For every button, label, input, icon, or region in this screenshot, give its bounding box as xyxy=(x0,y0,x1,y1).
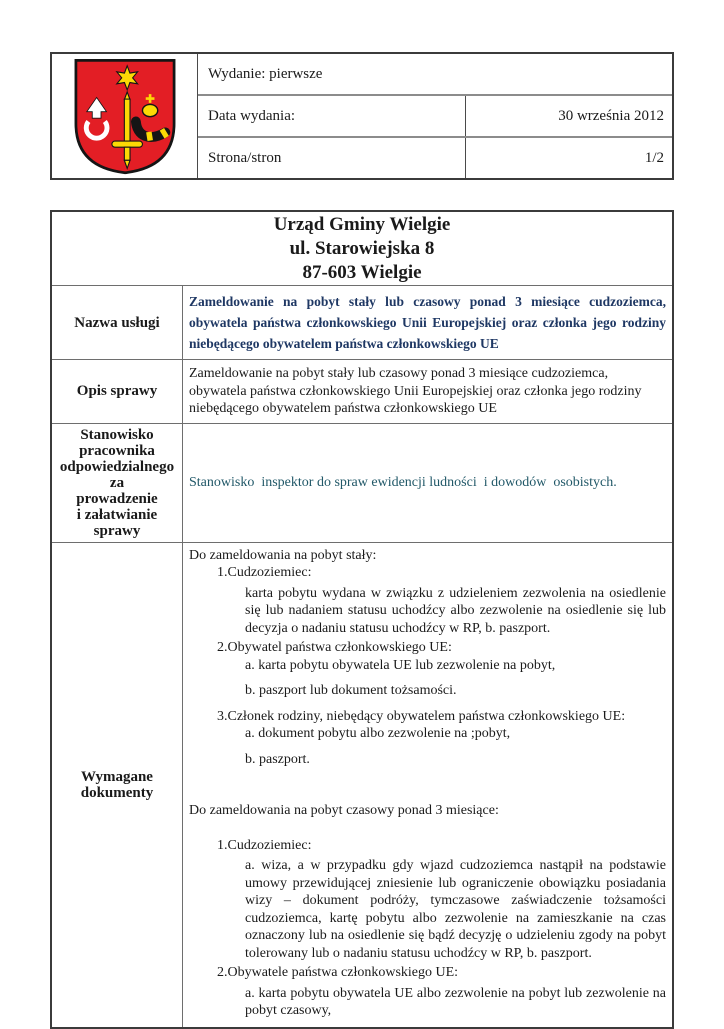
document-requirement-subitem: a. karta pobytu obywatela UE lub zezwolenie na pobyt, xyxy=(245,657,556,673)
service-card-table xyxy=(50,210,674,1029)
position-label-line: prowadzenie xyxy=(76,490,158,507)
required-documents-list xyxy=(183,543,672,1027)
edition-label: Wydanie: pierwsze xyxy=(208,65,323,82)
service-name-value xyxy=(183,286,672,359)
document-requirement-paragraph: karta pobytu wydana w związku z udzieleniem zezwolenia na osiedlenie się lub nadaniem statusu uchodźcy albo zezwolenie na osiedlenie się lub decyzja o nadaniu statusu uchodźcy w RP, b. paszport. xyxy=(245,585,666,636)
pages-value: 1/2 xyxy=(644,149,664,166)
office-name: Urząd Gminy Wielgie xyxy=(273,213,451,235)
responsible-position-label xyxy=(52,424,183,542)
document-requirement-item: 1.Cudzoziemiec: xyxy=(217,565,312,580)
service-name-text: Zameldowanie na pobyt stały lub czasowy ponad 3 miesiące cudzoziemca, obywatela państwa członkowskiego Unii Europejskiej oraz członka jego rodziny niebędącego obywatelem państwa członkowskiego UE xyxy=(189,294,666,351)
responsible-position-value xyxy=(183,424,672,542)
issue-date-label: Data wydania: xyxy=(198,96,466,136)
coat-of-arms-icon xyxy=(68,56,182,176)
document-requirement-paragraph: a. karta pobytu obywatela UE albo zezwolenie na pobyt lub zezwolenie na pobyt czasowy, xyxy=(245,985,666,1018)
service-description-value xyxy=(183,360,672,423)
service-name-label: Nazwa usługi xyxy=(52,286,183,359)
required-documents-row xyxy=(52,542,672,1027)
office-address-street: ul. Starowiejska 8 xyxy=(289,237,435,259)
document-requirement-heading: Do zameldowania na pobyt stały: xyxy=(189,547,377,563)
service-description-label: Opis sprawy xyxy=(52,360,183,423)
position-label-line: i załatwianie xyxy=(76,506,158,523)
position-label-line: sprawy xyxy=(93,522,141,539)
document-header-table xyxy=(50,52,674,180)
responsible-position-row xyxy=(52,423,672,542)
coat-of-arms-cell xyxy=(52,54,198,178)
issue-date-value: 30 września 2012 xyxy=(558,107,664,124)
document-requirement-subitem: b. paszport. xyxy=(245,751,310,767)
position-label-line: Stanowisko xyxy=(80,426,154,443)
document-requirement-paragraph: a. wiza, a w przypadku gdy wjazd cudzoziemca nastąpił na podstawie umowy przewidującej zniesienie lub ograniczenie obowiązku posiadania wizy – dokument podróży, tymczasowe zaświadczenie tożsamości cudzoziemca, kartę pobytu albo zezwolenie na zamieszkanie na czas oznaczony lub na osiedlenie się bądź decyzję o udzieleniu zgody na pobyt tolerowany lub o nadaniu statusu uchodźcy w RP, b. paszport. xyxy=(245,858,666,961)
document-requirement-subitem: a. dokument pobytu albo zezwolenie na ;pobyt, xyxy=(245,726,511,741)
pages-label: Strona/stron xyxy=(198,138,466,178)
document-requirement-subitem: b. paszport lub dokument tożsamości. xyxy=(245,683,457,698)
office-address-city: 87-603 Wielgie xyxy=(302,261,422,283)
service-description-text: Zameldowanie na pobyt stały lub czasowy ponad 3 miesiące cudzoziemca, obywatela państwa członkowskiego Unii Europejskiej oraz członka jego rodziny niebędącego obywatelem państwa członkowskiego UE xyxy=(189,366,642,416)
document-requirement-item: 2.Obywatel państwa członkowskiego UE: xyxy=(217,640,452,655)
document-requirement-item: 2.Obywatele państwa członkowskiego UE: xyxy=(217,965,459,980)
office-title-block xyxy=(52,212,672,285)
position-label-line: pracownika xyxy=(79,442,155,459)
position-label-line: odpowiedzialnego za xyxy=(59,458,175,491)
required-documents-label: Wymagane dokumenty xyxy=(52,543,183,1027)
document-requirement-item: 1.Cudzoziemiec: xyxy=(217,837,312,853)
responsible-position-text: Stanowisko inspektor do spraw ewidencji ludności i dowodów osobistych. xyxy=(189,474,617,490)
document-requirement-heading: Do zameldowania na pobyt czasowy ponad 3 miesiące: xyxy=(189,803,499,818)
service-description-row xyxy=(52,359,672,423)
document-requirement-item: 3.Członek rodziny, niebędący obywatelem państwa członkowskiego UE: xyxy=(217,708,626,724)
service-name-row xyxy=(52,285,672,359)
